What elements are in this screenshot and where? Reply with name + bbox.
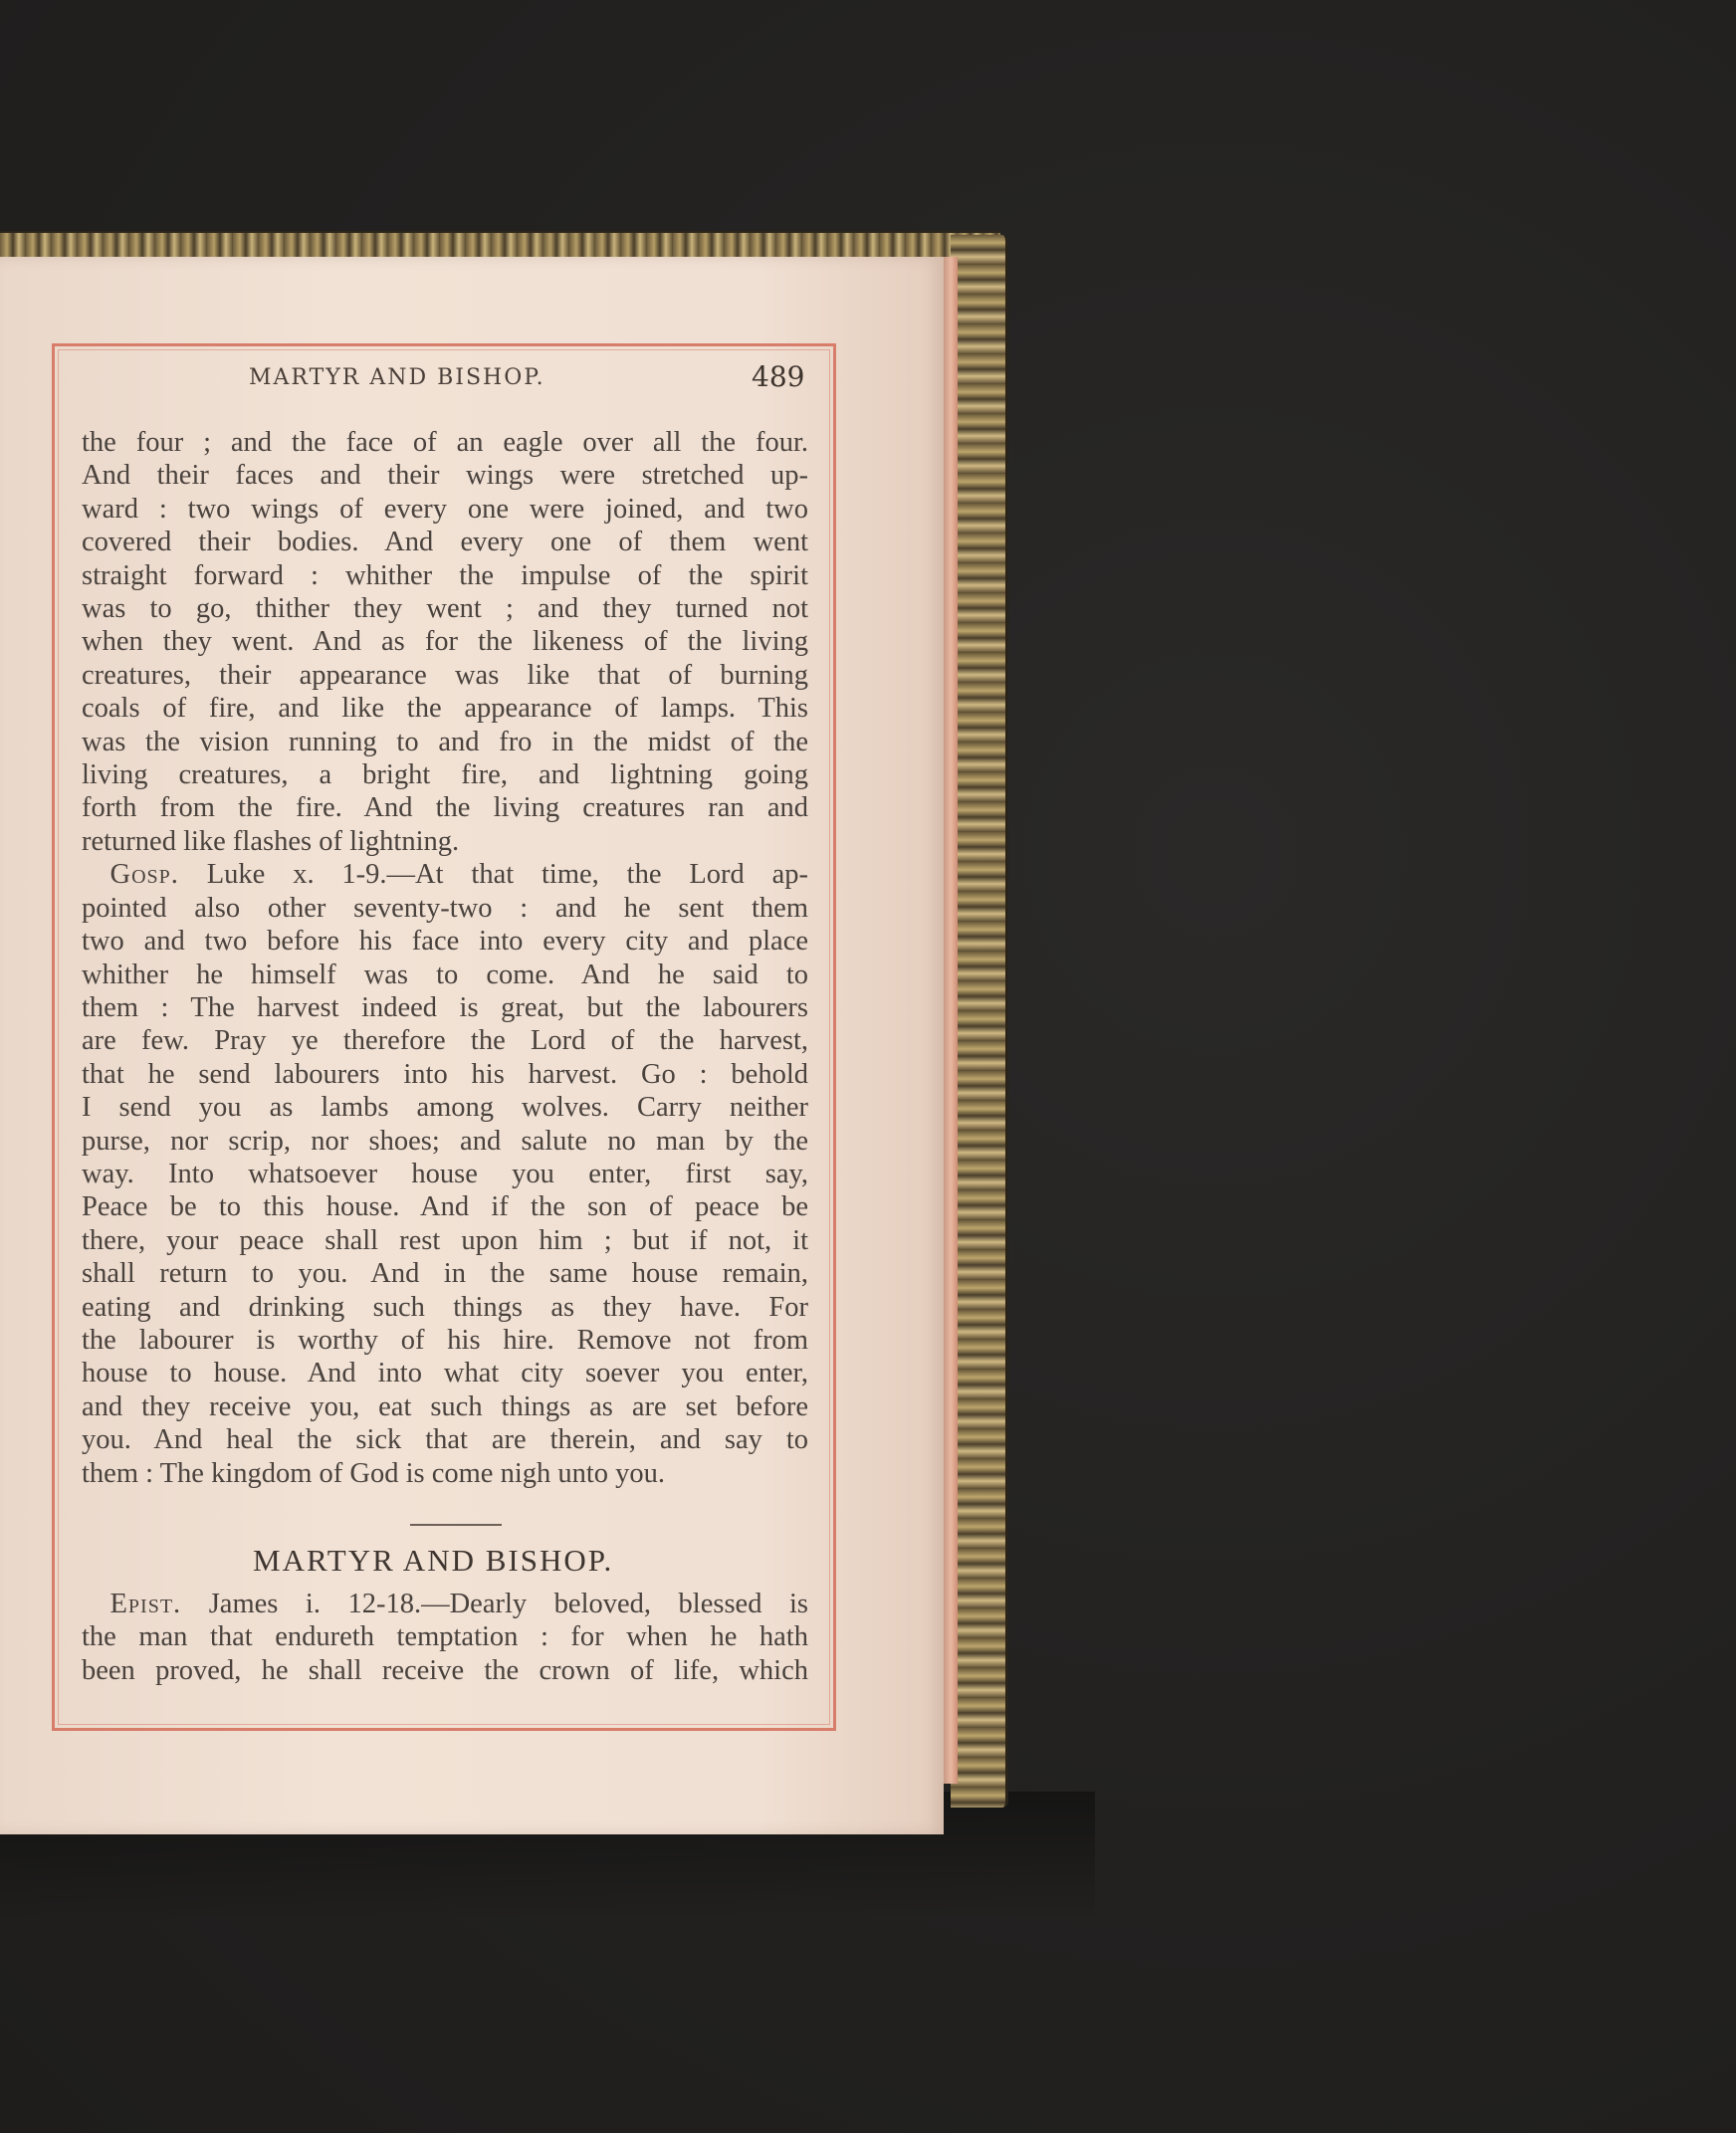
text-line: the man that endureth temptation : for when he hath bbox=[82, 1621, 808, 1653]
text-line: was the vision running to and fro in the midst of the bbox=[82, 726, 808, 757]
section-heading: MARTYR AND BISHOP. bbox=[253, 1543, 614, 1578]
epistle-text-block bbox=[82, 1588, 808, 1687]
text-line: whither he himself was to come. And he said to bbox=[82, 959, 808, 990]
text-line: the four ; and the face of an eagle over all the four. bbox=[82, 427, 808, 458]
text-line: forth from the fire. And the living creatures ran and bbox=[82, 792, 808, 824]
text-line: there, your peace shall rest upon him ; but if not, it bbox=[82, 1224, 808, 1256]
text-line: returned like flashes of lightning. bbox=[82, 825, 460, 857]
text-line: straight forward : whither the impulse of the spirit bbox=[82, 559, 808, 591]
text-line: ward : two wings of every one were joined, and two bbox=[82, 493, 808, 525]
text-line: that he send labourers into his harvest. Go : behold bbox=[82, 1058, 808, 1090]
gospel-reference: Luke x. 1-9.—At that time, the Lord ap- bbox=[178, 859, 808, 891]
text-line: are few. Pray ye therefore the Lord of the harvest, bbox=[82, 1025, 808, 1057]
text-line: house to house. And into what city soever you enter, bbox=[82, 1358, 808, 1389]
main-text-block bbox=[82, 426, 808, 1490]
text-line: eating and drinking such things as they have. For bbox=[82, 1291, 808, 1323]
text-line: I send you as lambs among wolves. Carry neither bbox=[82, 1092, 808, 1124]
text-line: purse, nor scrip, nor shoes; and salute no man by the bbox=[82, 1125, 808, 1157]
epistle-reference: James i. 12-18.—Dearly beloved, blessed is bbox=[181, 1589, 808, 1619]
text-line: when they went. And as for the likeness of the living bbox=[82, 626, 808, 658]
running-head: MARTYR AND BISHOP. bbox=[249, 365, 545, 390]
text-line: shall return to you. And in the same house remain, bbox=[82, 1258, 808, 1290]
text-line: coals of fire, and like the appearance of lamps. This bbox=[82, 693, 808, 725]
text-line: them : The kingdom of God is come nigh unto you. bbox=[82, 1457, 666, 1489]
epistle-label: Epist. bbox=[109, 1589, 182, 1619]
text-line: creatures, their appearance was like that of burning bbox=[82, 659, 808, 691]
text-line: way. Into whatsoever house you enter, first say, bbox=[82, 1158, 808, 1189]
epistle-first-line bbox=[82, 1588, 808, 1620]
text-line: you. And heal the sick that are therein, and say to bbox=[82, 1424, 808, 1456]
text-line: And their faces and their wings were stretched up- bbox=[82, 460, 808, 492]
text-line: was to go, thither they went ; and they turned not bbox=[82, 593, 808, 625]
text-line: the labourer is worthy of his hire. Remove not from bbox=[82, 1324, 808, 1356]
page-number: 489 bbox=[752, 360, 805, 393]
text-line: living creatures, a bright fire, and lightning going bbox=[82, 759, 808, 791]
text-line: and they receive you, eat such things as are set before bbox=[82, 1390, 808, 1422]
gospel-label: Gosp. bbox=[109, 859, 179, 891]
text-line: pointed also other seventy-two : and he sent them bbox=[82, 892, 808, 924]
text-line: them : The harvest indeed is great, but the labourers bbox=[82, 991, 808, 1023]
text-line: covered their bodies. And every one of them went bbox=[82, 527, 808, 558]
gospel-first-line bbox=[82, 858, 808, 891]
gilt-cover-edge-right bbox=[951, 235, 1008, 1808]
text-line: two and two before his face into every city and place bbox=[82, 926, 808, 958]
section-divider-rule bbox=[410, 1524, 502, 1526]
text-line: Peace be to this house. And if the son of peace be bbox=[82, 1191, 808, 1223]
text-line: been proved, he shall receive the crown of life, which bbox=[82, 1654, 808, 1686]
